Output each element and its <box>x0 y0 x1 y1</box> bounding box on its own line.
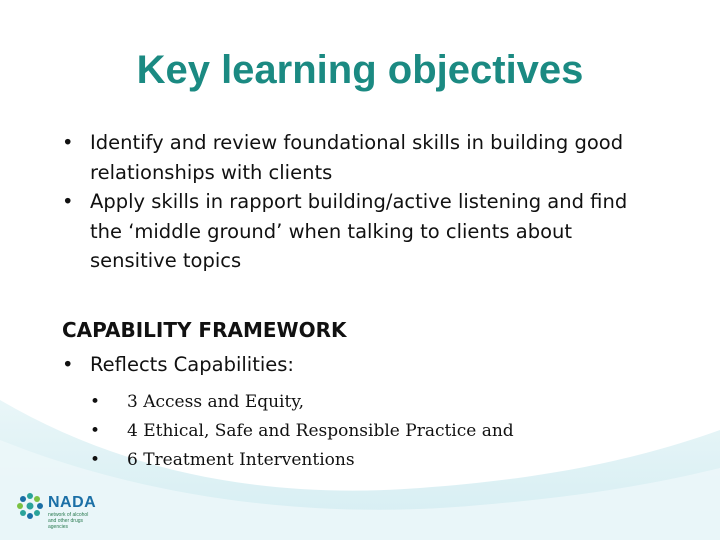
capability-item <box>90 417 514 446</box>
logo-tagline: network of alcohol and other drugs agencies <box>48 512 89 530</box>
objective-line: relationships with clients <box>90 160 333 184</box>
capability-item <box>90 446 514 475</box>
bullet-marker: • <box>62 131 74 154</box>
framework-heading: CAPABILITY FRAMEWORK <box>62 318 347 342</box>
objective-line: sensitive topics <box>90 249 242 272</box>
capabilities-list <box>90 388 514 475</box>
bullet-marker: • <box>62 353 74 376</box>
objective-line: the ‘middle ground’ when talking to clients about <box>90 219 573 243</box>
capability-text: 4 Ethical, Safe and Responsible Practice and <box>127 421 514 441</box>
bullet-marker: • <box>90 392 101 412</box>
objective-item <box>62 128 702 187</box>
objective-line: Apply skills in rapport building/active listening and find <box>90 190 628 213</box>
framework-item <box>62 350 702 380</box>
objective-item <box>62 187 702 276</box>
bullet-marker: • <box>90 450 101 470</box>
capability-text: 6 Treatment Interventions <box>127 450 355 470</box>
logo-name: NADA <box>48 494 97 511</box>
bullet-marker: • <box>62 190 74 213</box>
capability-item <box>90 388 514 417</box>
slide-title: Key learning objectives <box>136 48 584 92</box>
bullet-marker: • <box>90 421 101 441</box>
framework-list <box>62 350 702 380</box>
objectives-list <box>62 128 702 276</box>
capability-text: 3 Access and Equity, <box>127 392 305 412</box>
framework-text: Reflects Capabilities: <box>90 353 294 376</box>
objective-line: Identify and review foundational skills in building good <box>90 131 624 154</box>
